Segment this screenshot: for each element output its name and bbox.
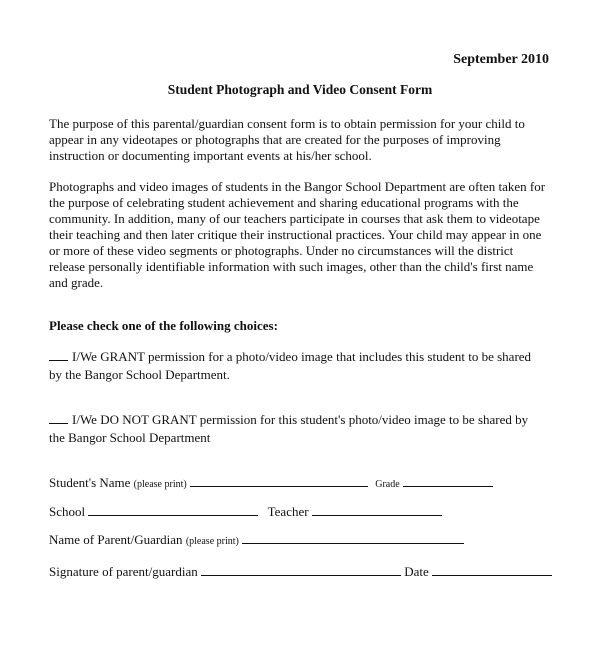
student-name-hint: (please print) — [133, 479, 187, 490]
student-name-row — [49, 475, 493, 491]
date-label: Date — [404, 564, 429, 579]
paragraph-line: the purpose of celebrating student achievement and sharing educational programs with the — [49, 195, 519, 210]
paragraph-line: or more of these video segments or photographs. Under no circumstances will the district — [49, 243, 514, 258]
choice-line: the Bangor School Department — [49, 430, 211, 445]
teacher-label: Teacher — [267, 504, 309, 519]
student-name-field[interactable] — [190, 475, 368, 487]
usage-paragraph — [49, 179, 569, 291]
paragraph-line: community. In addition, many of our teachers participate in courses that ask them to videotape — [49, 211, 540, 226]
grant-checkbox-blank[interactable] — [49, 348, 68, 361]
teacher-field[interactable] — [312, 504, 442, 516]
signature-label: Signature of parent/guardian — [49, 564, 198, 579]
school-row — [49, 504, 442, 520]
signature-row — [49, 564, 552, 580]
parent-name-hint: (please print) — [185, 536, 239, 547]
grade-field[interactable] — [403, 475, 493, 487]
choices-heading: Please check one of the following choices: — [49, 318, 278, 333]
parent-name-field[interactable] — [242, 532, 464, 544]
paragraph-line: release personally identifiable information with such images, other than the child's first name — [49, 259, 534, 274]
deny-choice-text: I/We DO NOT GRANT permission for this student's photo/video image to be shared by — [72, 412, 529, 427]
paragraph-line: their teaching and then later critique their instructional practices. Your child may appear in one — [49, 227, 542, 242]
grade-label: Grade — [375, 479, 400, 490]
choice-line: by the Bangor School Department. — [49, 367, 230, 382]
paragraph-line: and grade. — [49, 275, 104, 290]
parent-name-row — [49, 532, 464, 548]
purpose-paragraph — [49, 116, 569, 164]
school-label: School — [49, 504, 86, 519]
deny-choice — [49, 411, 528, 447]
paragraph-line: Photographs and video images of students in the Bangor School Department are often taken for — [49, 179, 546, 194]
grant-choice — [49, 348, 531, 384]
paragraph-line: appear in any videotapes or photographs that are created for the purposes of improving — [49, 132, 501, 147]
signature-field[interactable] — [201, 564, 401, 576]
date-field[interactable] — [432, 564, 552, 576]
grant-choice-text: I/We GRANT permission for a photo/video image that includes this student to be shared — [72, 349, 532, 364]
student-name-label: Student's Name — [49, 475, 131, 490]
school-field[interactable] — [88, 504, 258, 516]
paragraph-line: The purpose of this parental/guardian consent form is to obtain permission for your child to — [49, 116, 525, 131]
form-title: Student Photograph and Video Consent Form — [167, 82, 433, 97]
choice-line — [49, 348, 531, 366]
choice-line — [49, 411, 528, 429]
parent-name-label: Name of Parent/Guardian — [49, 532, 183, 547]
form-date: September 2010 — [453, 52, 549, 67]
deny-checkbox-blank[interactable] — [49, 411, 68, 424]
paragraph-line: instruction or documenting important events at his/her school. — [49, 148, 372, 163]
